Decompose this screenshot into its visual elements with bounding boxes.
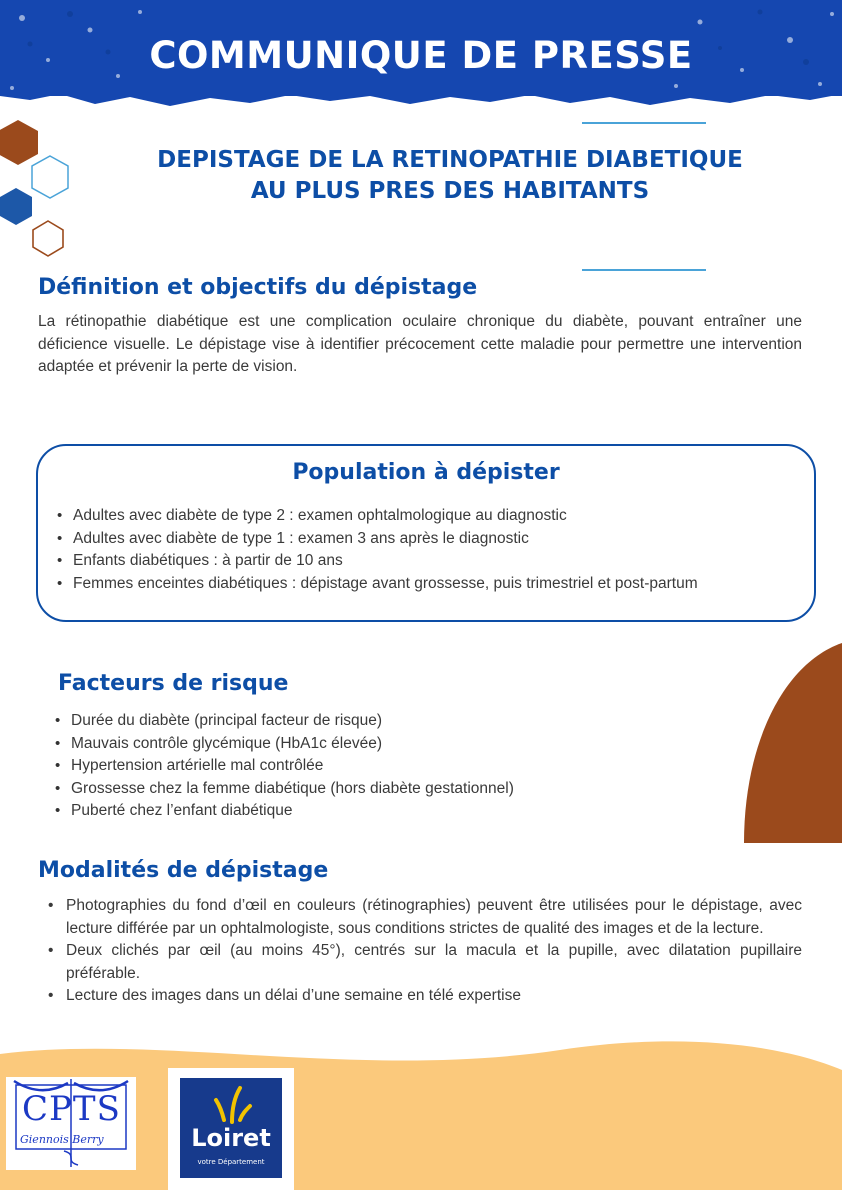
main-title-line1: DEPISTAGE DE LA RETINOPATHIE DIABETIQUE — [157, 147, 743, 173]
list-item: • Lecture des images dans un délai d’une semaine en télé expertise — [46, 985, 802, 1008]
list-item: • Durée du diabète (principal facteur de risque) — [53, 710, 733, 733]
main-title-line2: AU PLUS PRES DES HABITANTS — [250, 178, 650, 204]
hexagon-decoration-icon — [0, 118, 80, 260]
definition-title: Définition et objectifs du dépistage — [38, 275, 478, 300]
header-title: COMMUNIQUE DE PRESSE — [149, 34, 693, 77]
cpts-subtitle: Giennois Berry — [20, 1133, 104, 1146]
population-title: Population à dépister — [292, 460, 560, 485]
list-item: • Enfants diabétiques : à partir de 10 ans — [55, 550, 795, 573]
brown-circle-decoration — [744, 643, 842, 843]
risk-list — [53, 710, 733, 823]
loiret-logo — [168, 1068, 294, 1190]
list-item: • Adultes avec diabète de type 1 : examen 3 ans après le diagnostic — [55, 528, 795, 551]
modalities-title: Modalités de dépistage — [38, 858, 329, 883]
cpts-name: CPTS — [22, 1089, 121, 1129]
modalities-list — [46, 895, 802, 1008]
list-item: • Hypertension artérielle mal contrôlée — [53, 755, 733, 778]
list-item: • Deux clichés par œil (au moins 45°), centrés sur la macula et la pupille, avec dilatation pupillaire préférable. — [46, 940, 802, 985]
list-item: • Grossesse chez la femme diabétique (hors diabète gestationnel) — [53, 778, 733, 801]
main-title — [80, 145, 820, 207]
list-item: • Adultes avec diabète de type 2 : examen ophtalmologique au diagnostic — [55, 505, 795, 528]
risk-title: Facteurs de risque — [58, 671, 289, 696]
population-box — [36, 444, 816, 622]
loiret-wheat-icon — [210, 1084, 254, 1124]
population-list — [55, 505, 795, 595]
list-item: • Femmes enceintes diabétiques : dépistage avant grossesse, puis trimestriel et post-partum — [55, 573, 795, 596]
loiret-subtitle: votre Département — [197, 1158, 265, 1166]
loiret-tile — [180, 1078, 282, 1178]
cpts-logo — [6, 1077, 136, 1170]
list-item: • Mauvais contrôle glycémique (HbA1c élevée) — [53, 733, 733, 756]
accent-line-top — [582, 122, 706, 124]
list-item: • Puberté chez l’enfant diabétique — [53, 800, 733, 823]
definition-text: La rétinopathie diabétique est une complication oculaire chronique du diabète, pouvant entraîner une déficience visuelle. Le dépistage vise à identifier précocement cette maladie pour permettre une intervention adaptée et prévenir la perte de vision. — [38, 313, 802, 375]
accent-line-bottom — [582, 269, 706, 271]
loiret-name: Loiret — [191, 1124, 271, 1152]
list-item: • Photographies du fond d’œil en couleurs (rétinographies) peuvent être utilisées pour le dépistage, avec lecture différée par un ophtalmologiste, sous conditions strictes de qualité des images et de la lecture. — [46, 895, 802, 940]
